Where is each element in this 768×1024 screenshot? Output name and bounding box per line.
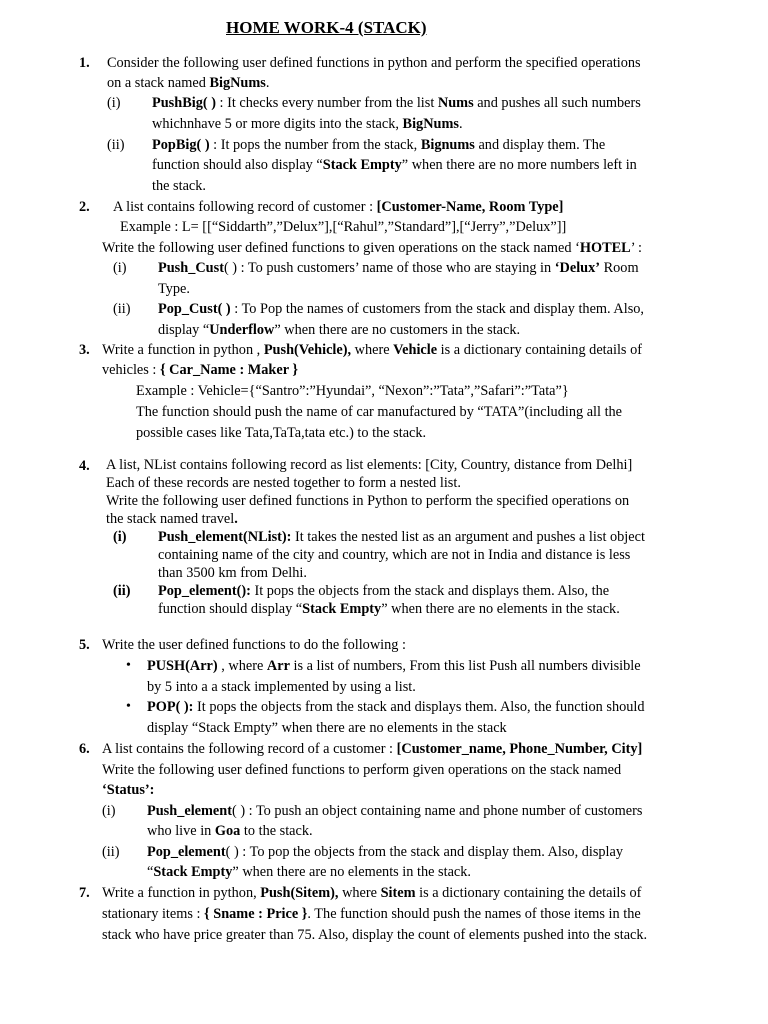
question-2-number: 2. bbox=[79, 199, 90, 215]
question-5-pop-line-2: display “Stack Empty” when there are no elements in the stack bbox=[147, 720, 507, 736]
question-5-pop-line-1: POP( ): It pops the objects from the stack and displays them. Also, the function should bbox=[147, 699, 645, 715]
question-5-bullet-1: • bbox=[126, 658, 131, 673]
question-6-number: 6. bbox=[79, 741, 90, 757]
question-2-marker-i: (i) bbox=[113, 260, 127, 276]
question-4-part-i-line-2: containing name of the city and country, which are not in India and distance is less bbox=[158, 547, 631, 563]
question-1-intro-line-2: on a stack named BigNums. bbox=[107, 75, 270, 91]
question-6-part-i-line-1: Push_element( ) : To push an object containing name and phone number of customers bbox=[147, 803, 643, 819]
question-6-stack-name: ‘Status’: bbox=[102, 782, 155, 798]
question-4-part-i-line-1: Push_element(NList): It takes the nested list as an argument and pushes a list object bbox=[158, 529, 645, 545]
question-6-marker-i: (i) bbox=[102, 803, 116, 819]
question-4-marker-i: (i) bbox=[113, 529, 127, 545]
question-6-part-ii-line-1: Pop_element( ) : To pop the objects from the stack and display them. Also, display bbox=[147, 844, 624, 860]
question-2-part-i-line-1: Push_Cust( ) : To push customers’ name of those who are staying in ‘Delux’ Room bbox=[158, 260, 639, 276]
question-1-marker-i: (i) bbox=[107, 95, 121, 111]
question-1-marker-ii: (ii) bbox=[107, 137, 125, 153]
question-4-line-2: Each of these records are nested together to form a nested list. bbox=[106, 475, 461, 491]
question-2-marker-ii: (ii) bbox=[113, 301, 131, 317]
question-6-marker-ii: (ii) bbox=[102, 844, 120, 860]
question-7-number: 7. bbox=[79, 885, 90, 901]
question-2-intro: A list contains following record of customer : [Customer-Name, Room Type] bbox=[113, 199, 564, 215]
question-5-push-line-2: by 5 into a a stack implemented by using a list. bbox=[147, 679, 416, 695]
question-1-intro-line-1: Consider the following user defined functions in python and perform the specified operations bbox=[107, 55, 641, 71]
question-3-line-3: The function should push the name of car manufactured by “TATA”(including all the bbox=[136, 404, 623, 420]
question-2-part-ii-line-1: Pop_Cust( ) : To Pop the names of customers from the stack and display them. Also, bbox=[158, 301, 644, 317]
question-5-bullet-2: • bbox=[126, 699, 131, 714]
question-6-part-ii-line-2: “Stack Empty” when there are no elements in the stack. bbox=[147, 864, 471, 880]
question-6-part-i-line-2: who live in Goa to the stack. bbox=[147, 823, 313, 839]
question-4-line-1: A list, NList contains following record as list elements: [City, Country, distance from Delhi] bbox=[106, 457, 633, 473]
question-4-part-i-line-3: than 3500 km from Delhi. bbox=[158, 565, 307, 581]
question-3-example: Example : Vehicle={“Santro”:”Hyundai”, “Nexon”:”Tata”,”Safari”:”Tata”} bbox=[136, 383, 569, 399]
question-4-marker-ii: (ii) bbox=[113, 583, 131, 599]
question-1-number: 1. bbox=[79, 55, 90, 71]
question-3-line-2: vehicles : { Car_Name : Maker } bbox=[102, 362, 299, 378]
question-5-push-line-1: PUSH(Arr) , where Arr is a list of numbers, From this list Push all numbers divisible bbox=[147, 658, 641, 674]
question-7-line-3: stack who have price greater than 75. Also, display the count of elements pushed into the stack. bbox=[102, 927, 648, 943]
question-4-part-ii-line-1: Pop_element(): It pops the objects from the stack and displays them. Also, the bbox=[158, 583, 610, 599]
question-2-part-i-line-2: Type. bbox=[158, 281, 190, 297]
question-5-number: 5. bbox=[79, 637, 90, 653]
question-1-part-ii-line-3: the stack. bbox=[152, 178, 206, 194]
question-3-line-1: Write a function in python , Push(Vehicle), where Vehicle is a dictionary containing details of bbox=[102, 342, 642, 358]
question-6-line-1: A list contains the following record of a customer : [Customer_name, Phone_Number, City] bbox=[102, 741, 643, 757]
question-2-instruction: Write the following user defined functions to given operations on the stack named ‘HOTEL’ : bbox=[102, 240, 642, 256]
question-1-part-ii-line-1: PopBig( ) : It pops the number from the stack, Bignums and display them. The bbox=[152, 137, 606, 153]
question-4-line-4: the stack named travel. bbox=[106, 511, 238, 527]
question-1-part-i-line-2: whichnhave 5 or more digits into the stack, BigNums. bbox=[152, 116, 463, 132]
question-2-example: Example : L= [[“Siddarth”,”Delux”],[“Rahul”,”Standard”],[“Jerry”,”Delux”]] bbox=[120, 219, 567, 235]
question-6-line-2: Write the following user defined functions to perform given operations on the stack named bbox=[102, 762, 622, 778]
question-7-line-1: Write a function in python, Push(Sitem), where Sitem is a dictionary containing the details of bbox=[102, 885, 642, 901]
question-5-intro: Write the user defined functions to do the following : bbox=[102, 637, 406, 653]
page-title: HOME WORK-4 (STACK) bbox=[226, 18, 427, 37]
question-7-line-2: stationary items : { Sname : Price }. The function should push the names of those items in the bbox=[102, 906, 641, 922]
question-3-number: 3. bbox=[79, 342, 90, 358]
question-4-number: 4. bbox=[79, 458, 90, 474]
question-3-line-4: possible cases like Tata,TaTa,tata etc.) to the stack. bbox=[136, 425, 427, 441]
question-4-line-3: Write the following user defined functions in Python to perform the specified operations on bbox=[106, 493, 630, 509]
question-1-part-ii-line-2: function should also display “Stack Empty” when there are no more numbers left in bbox=[152, 157, 637, 173]
question-2-part-ii-line-2: display “Underflow” when there are no customers in the stack. bbox=[158, 322, 521, 338]
question-1-part-i-line-1: PushBig( ) : It checks every number from the list Nums and pushes all such numbers bbox=[152, 95, 641, 111]
question-4-part-ii-line-2: function should display “Stack Empty” when there are no elements in the stack. bbox=[158, 601, 620, 617]
